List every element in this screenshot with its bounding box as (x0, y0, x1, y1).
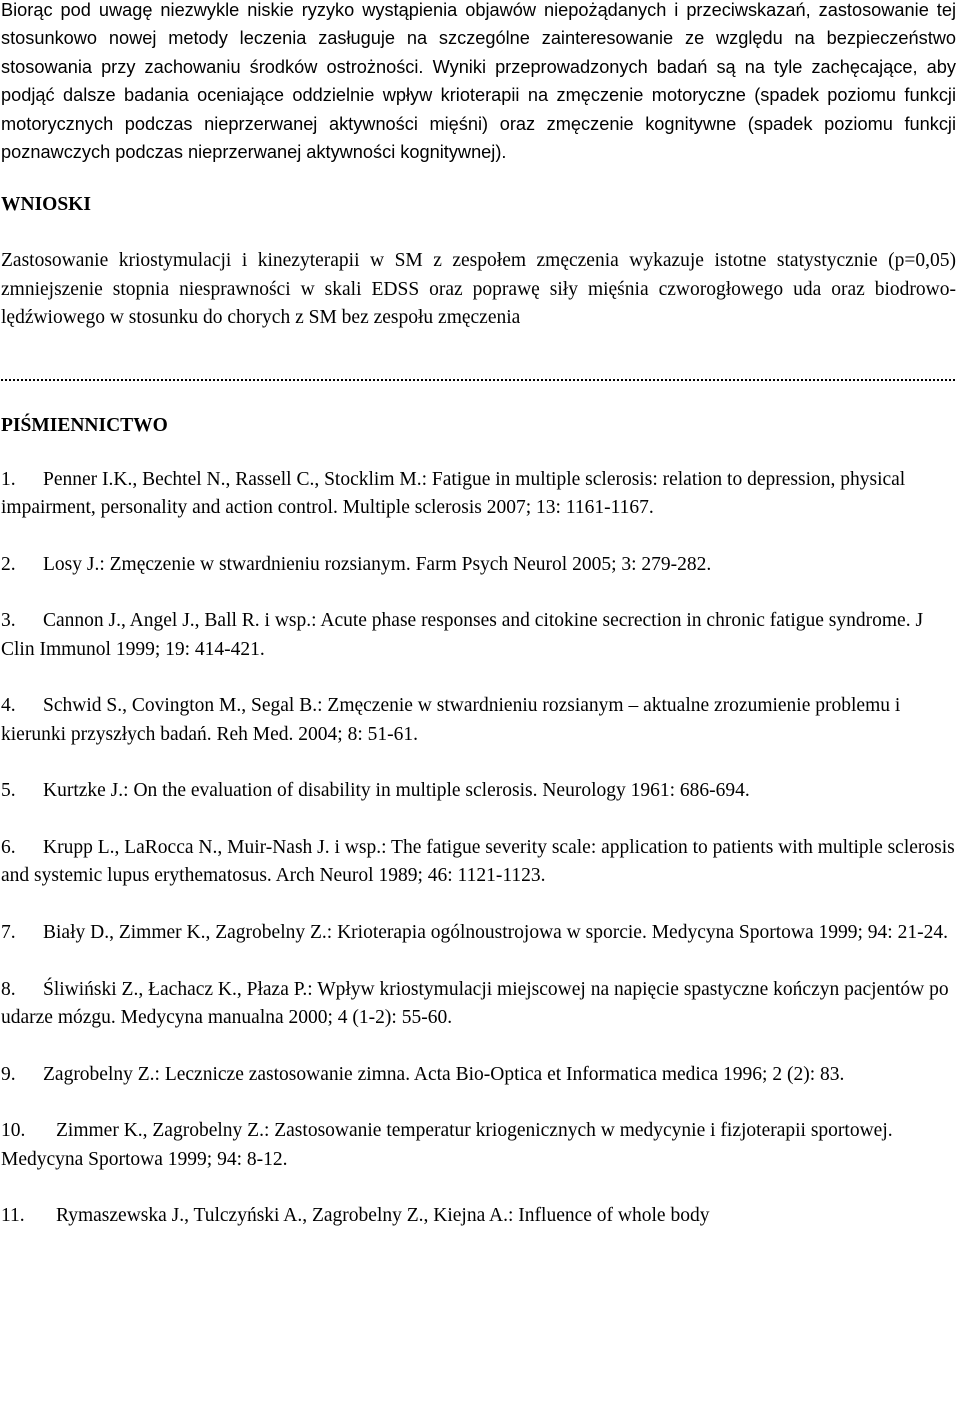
intro-text-part2: Wyniki przeprowadzonych badań są na tyle zachęcające, aby podjąć dalsze badania oceniające oddzielnie wpływ krioterapii na zmęczenie motoryczne (spadek poziomu funkcji motorycznych podczas nieprzerwanej aktywności mięśni) oraz zmęczenie kognitywne (spadek poziomu funkcji poznawczych podczas nieprzerwanej aktywności kognitywnej). (1, 56, 957, 163)
reference-item (1, 777, 956, 805)
reference-text: : Zmęczenie w stwardnieniu rozsianym – aktualne zrozumienie problemu i kierunki przyszłych badań. Reh Med. 2004; 8: 51-61. (1, 695, 901, 745)
reference-number: 7. (1, 921, 16, 943)
reference-number: 1. (1, 468, 16, 490)
reference-text: : Krioterapia ogólnoustrojowa w sporcie. Medycyna Sportowa 1999; 94: 21-24. (326, 921, 948, 943)
reference-text: : Zmęczenie w stwardnieniu rozsianym. Farm Psych Neurol 2005; 3: 279-282. (99, 553, 712, 575)
reference-item (1, 834, 956, 891)
reference-number: 11. (1, 1205, 25, 1227)
reference-number: 5. (1, 780, 16, 802)
reference-number: 4. (1, 695, 16, 717)
reference-list (1, 466, 956, 1231)
reference-item (1, 919, 956, 947)
reference-item (1, 1202, 956, 1230)
reference-item (1, 976, 956, 1033)
reference-item (1, 551, 956, 579)
reference-authors: Losy J. (43, 553, 100, 575)
reference-item (1, 607, 956, 664)
intro-text-part1: Biorąc pod uwagę niezwykle niskie ryzyko wystąpienia objawów niepożądanych i przeciwskazań, zastosowanie tej stosunkowo nowej metody leczenia zasługuje na szczególne zainteresowanie ze względu na bezpieczeństwo stosowania przy zachowaniu środków ostrożności. (1, 0, 956, 77)
reference-text: : Wpływ kriostymulacji miejscowej na napięcie spastyczne kończyn pacjentów po udarze mózgu. Medycyna manualna 2000; 4 (1-2): 55-60. (1, 978, 949, 1028)
reference-text: : The fatigue severity scale: application to patients with multiple sclerosis and systemic lupus erythematosus. Arch Neurol 1989; 46: 1121-1123. (1, 836, 955, 887)
reference-number: 9. (1, 1063, 16, 1085)
reference-item (1, 1061, 956, 1089)
reference-text: : Lecznicze zastosowanie zimna. Acta Bio-Optica et Informatica medica 1996; 2 (2): 83. (154, 1063, 845, 1085)
reference-text: : On the evaluation of disability in multiple sclerosis. Neurology 1961: 686-694. (123, 780, 750, 802)
dotted-separator (1, 353, 955, 381)
reference-item (1, 466, 956, 523)
reference-authors: Zimmer K., Zagrobelny Z. (56, 1120, 264, 1142)
conclusions-heading: WNIOSKI (1, 194, 91, 216)
reference-number: 10. (1, 1120, 26, 1142)
reference-number: 6. (1, 836, 16, 858)
reference-authors: Zagrobelny Z. (43, 1063, 155, 1085)
reference-authors: Biały D., Zimmer K., Zagrobelny Z. (43, 921, 327, 943)
reference-authors: Penner I.K., Bechtel N., Rassell C., Stocklim M. (43, 468, 422, 490)
conclusions-paragraph: Zastosowanie kriostymulacji i kinezyterapii w SM z zespołem zmęczenia wykazuje istotne statystycznie (p=0,05) zmniejszenie stopnia niesprawności w skali EDSS oraz poprawę siły mięśnia czworogłowego uda oraz biodrowo-lędźwiowego w stosunku do chorych z SM bez zespołu zmęczenia (1, 250, 956, 329)
reference-text: : Fatigue in multiple sclerosis: relation to depression, physical impairment, personality and action control. Multiple sclerosis 2007; 13: 1161-1167. (1, 468, 906, 518)
reference-number: 3. (1, 610, 16, 632)
reference-authors: Cannon J., Angel J., Ball R. i wsp. (43, 610, 312, 632)
reference-number: 2. (1, 553, 16, 575)
reference-item (1, 1117, 956, 1174)
reference-item (1, 692, 956, 749)
reference-text: : Acute phase responses and citokine secrection in chronic fatigue syndrome. J Clin Immunol 1999; 19: 414-421. (1, 610, 924, 660)
reference-text: : Zastosowanie temperatur kriogenicznych w medycynie i fizjoterapii sportowej. Medycyna Sportowa 1999; 94: 8-12. (1, 1120, 893, 1170)
reference-authors: Kurtzke J. (43, 780, 124, 802)
reference-authors: Schwid S., Covington M., Segal B. (43, 695, 318, 717)
references-heading: PIŚMIENNICTWO (1, 414, 168, 436)
reference-authors: Śliwiński Z., Łachacz K., Płaza P. (43, 978, 308, 1000)
reference-text: : Influence of whole body (508, 1205, 710, 1227)
reference-number: 8. (1, 978, 16, 1000)
reference-authors: Krupp L., LaRocca N., Muir-Nash J. i wsp. (43, 836, 382, 858)
reference-authors: Rymaszewska J., Tulczyński A., Zagrobelny Z., Kiejna A. (56, 1205, 509, 1227)
intro-paragraph (1, 0, 956, 166)
